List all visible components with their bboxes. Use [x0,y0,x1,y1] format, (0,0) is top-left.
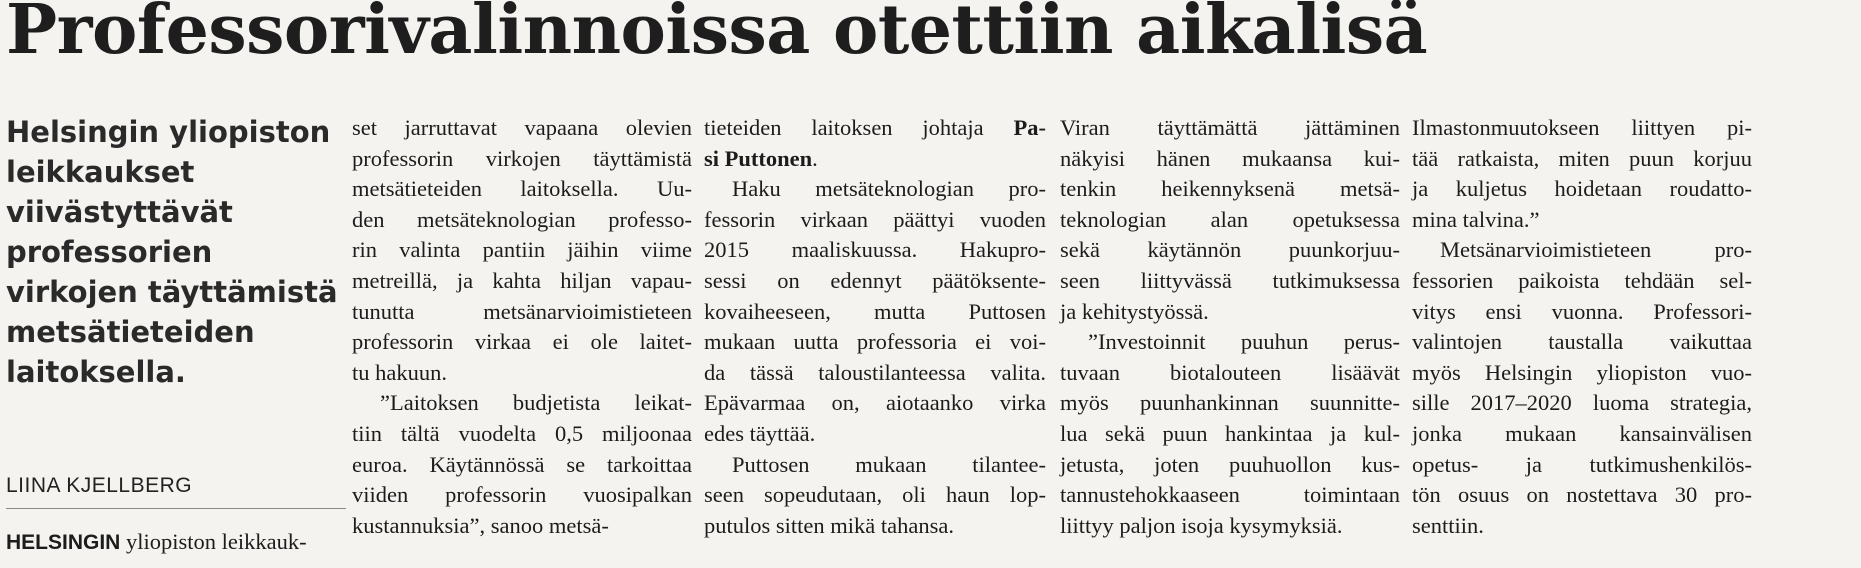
article-line: seen liittyvässä tutkimuksessa [1060,267,1400,293]
article-line: Epävarmaa on, aiotaanko virka [704,390,1046,416]
article-line: kovaiheeseen, mutta Puttosen [704,298,1046,324]
article-line: ”Laitoksen budjetista leikat- [380,390,692,416]
article-line: näkyisi hänen mukaansa kui- [1060,145,1400,171]
article-line: kustannuksia”, sanoo metsä- [352,512,609,538]
byline: LIINA KJELLBERG [6,474,193,497]
article-line: tieteiden laitoksen johtaja Pa- [704,115,1046,140]
article-line: tannustehokkaaseen toimintaan [1060,482,1400,508]
article-line: ja kuljetus hoidetaan roudatto- [1412,176,1752,202]
article-line: sekä käytännön puunkorjuu- [1060,237,1400,263]
article-line: euroa. Käytännössä se tarkoittaa [352,451,692,477]
article-line: den metsäteknologian professo- [352,206,692,232]
article-line: da tässä taloustilanteessa valita. [704,359,1046,385]
article-line: senttiin. [1412,512,1484,538]
article-line: tiin tältä vuodelta 0,5 miljoonaa [352,420,692,446]
article-line: teknologian alan opetuksessa [1060,206,1400,232]
article-line: 2015 maaliskuussa. Hakupro- [704,237,1046,263]
body-start [6,527,307,559]
article-column-2 [704,113,1046,541]
article-line: seen sopeudutaan, oli haun lop- [704,482,1046,508]
article-line: valintojen taustalla vaikuttaa [1412,329,1752,355]
article-line: fessorin virkaan päättyi vuoden [704,206,1046,232]
article-line: tää ratkaista, miten puun korjuu [1412,145,1752,171]
headline: Professorivalinnoissa otettiin aikalisä [6,0,1428,70]
article-line: sille 2017–2020 luoma strategia, [1412,390,1752,416]
article-line: myös Helsingin yliopiston vuo- [1412,359,1752,385]
article-line: viiden professorin vuosipalkan [352,482,692,508]
article-line: Puttosen mukaan tilantee- [732,451,1046,477]
article-line: ”Investoinnit puuhun perus- [1088,329,1400,355]
article-line: jetusta, joten puuhuollon kus- [1060,451,1400,477]
article-line: vitys ensi vuonna. Professori- [1412,298,1752,324]
article-line: Viran täyttämättä jättäminen [1060,115,1400,140]
article-line: professorin virkojen täyttämistä [352,145,692,171]
article-line: professorin virkaa ei ole laitet- [352,329,692,355]
body-start-cap: HELSINGIN [6,531,121,554]
article-line: tu hakuun. [352,359,447,385]
article-line: tenkin heikennyksenä metsä- [1060,176,1400,202]
article-line: tunutta metsänarvioimistieteen [352,298,692,324]
article-line: jonka mukaan kansainvälisen [1412,420,1752,446]
article-column-1 [352,113,692,541]
lead-paragraph: Helsingin yliopiston leikkaukset viivästyttävät professorien virkojen täyttämistä metsätieteiden laitoksella. [6,115,338,389]
article-line: tön osuus on nostettava 30 pro- [1412,482,1752,508]
article-line: lua sekä puun hankintaa ja kul- [1060,420,1400,446]
article-line: edes täyttää. [704,420,816,446]
article-line: metsätieteiden laitoksella. Uu- [352,176,692,202]
article-line: myös puunhankinnan suunnitte- [1060,390,1400,416]
article-line: si Puttonen. [704,145,818,171]
article-line: mina talvina.” [1412,206,1540,232]
article-line: Haku metsäteknologian pro- [732,176,1046,202]
article-line: opetus- ja tutkimushenkilös- [1412,451,1752,477]
article-column-3 [1060,113,1400,541]
article-line: putulos sitten mikä tahansa. [704,512,954,538]
article-line: metreillä, ja kahta hiljan vapau- [352,267,692,293]
body-start-rest: yliopiston leikkauk- [120,529,307,554]
article-line: ja kehitystyössä. [1060,298,1209,324]
article-column-4 [1412,113,1752,541]
article-line: Ilmastonmuutokseen liittyen pi- [1412,115,1752,140]
article-line: mukaan uutta professoria ei voi- [704,329,1046,355]
article-line: tuvaan biotalouteen lisäävät [1060,359,1400,385]
article-line: rin valinta pantiin jäihin viime [352,237,692,263]
person-name: si Puttonen [704,145,813,171]
article-line: sessi on edennyt päätöksente- [704,267,1046,293]
person-name: Pa- [1013,115,1046,140]
article-line: Metsänarvioimistieteen pro- [1440,237,1752,263]
byline-divider [6,508,346,509]
article-line: fessorien paikoista tehdään sel- [1412,267,1752,293]
article-line: set jarruttavat vapaana olevien [352,115,692,140]
article-line: liittyy paljon isoja kysymyksiä. [1060,512,1343,538]
